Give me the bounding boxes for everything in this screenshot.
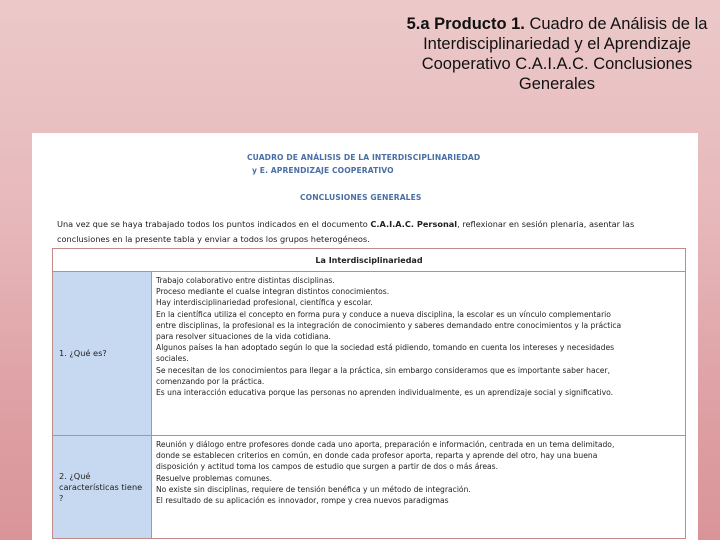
intro-text-2: , reflexionar en sesión plenaria, asentar las conclusiones en la presente tabla y enviar a todos los grupos heterogéneos. [57,219,635,244]
content-line: Hay interdisciplinariedad profesional, científica y escolar. [156,298,373,308]
slide-title-bold: 5.a Producto 1. [406,15,525,33]
content-line: sociales. [156,354,189,364]
content-line: En la científica utiliza el concepto en forma pura y conduce a nueva disciplina, la escolar es un vínculo complementario [156,309,611,319]
content-line: Reunión y diálogo entre profesores donde cada uno aporta, preparación e información, centrada en un tema delimitado, [156,440,615,449]
row-label: 2. ¿Qué características tiene ? [53,436,152,539]
content-line: disposición y actitud toma los campos de estudio que surgen a partir de dos o más áreas. [156,462,499,472]
table-header: La Interdisciplinariedad [53,249,686,272]
content-line: Algunos países la han adoptado según lo que la sociedad está pidiendo, tomando en cuenta los intereses y necesidades [156,343,615,353]
document-image [32,133,698,540]
doc-heading-cooperative: y E. APRENDIZAJE COOPERATIVO [252,166,394,175]
content-line: para resolver situaciones de la vida cotidiana. [156,332,331,342]
doc-heading-analysis: CUADRO DE ANÁLISIS DE LA INTERDISCIPLINARIEDAD [247,153,481,162]
content-line: entre disciplinas, la profesional es la integración de conocimiento y saberes demandado entre conocimientos y la práctica [156,320,622,330]
doc-heading-conclusions: CONCLUSIONES GENERALES [300,193,422,202]
intro-paragraph [57,217,687,247]
content-line: donde se establecen criterios en común, en donde cada profesor aporta, reparta y aprende del otro, hay una buena [156,451,598,461]
row-content [152,272,686,436]
table-row [53,272,686,436]
intro-text-1: Una vez que se haya trabajado todos los puntos indicados en el documento [57,219,371,229]
content-line: El resultado de su aplicación es innovador, rompe y crea nuevos paradigmas [156,496,449,506]
slide-title-rest: Cuadro de Análisis de la Interdisciplinariedad y el Aprendizaje Cooperativo C.A.I.A.C. Conclusiones Generales [421,15,708,93]
content-line: No existe sin disciplinas, requiere de tensión benéfica y un método de integración. [156,484,471,494]
conclusions-table [52,248,686,539]
content-line: Es una interacción educativa porque las personas no aprenden individualmente, es un aprendizaje social y significativo. [156,388,614,398]
content-line: Se necesitan de los conocimientos para llegar a la práctica, sin embargo consideramos que es importante saber hacer, [156,365,611,375]
content-line: Trabajo colaborativo entre distintas disciplinas. [156,276,335,285]
row-label: 1. ¿Qué es? [53,272,152,436]
row-content [152,436,686,539]
content-line: comenzando por la práctica. [156,376,265,386]
intro-bold: C.A.I.A.C. Personal [370,219,458,229]
content-line: Proceso mediante el cualse integran distintos conocimientos. [156,287,390,297]
content-line: Resuelve problemas comunes. [156,473,273,483]
table-row [53,436,686,539]
slide-title [392,14,720,94]
